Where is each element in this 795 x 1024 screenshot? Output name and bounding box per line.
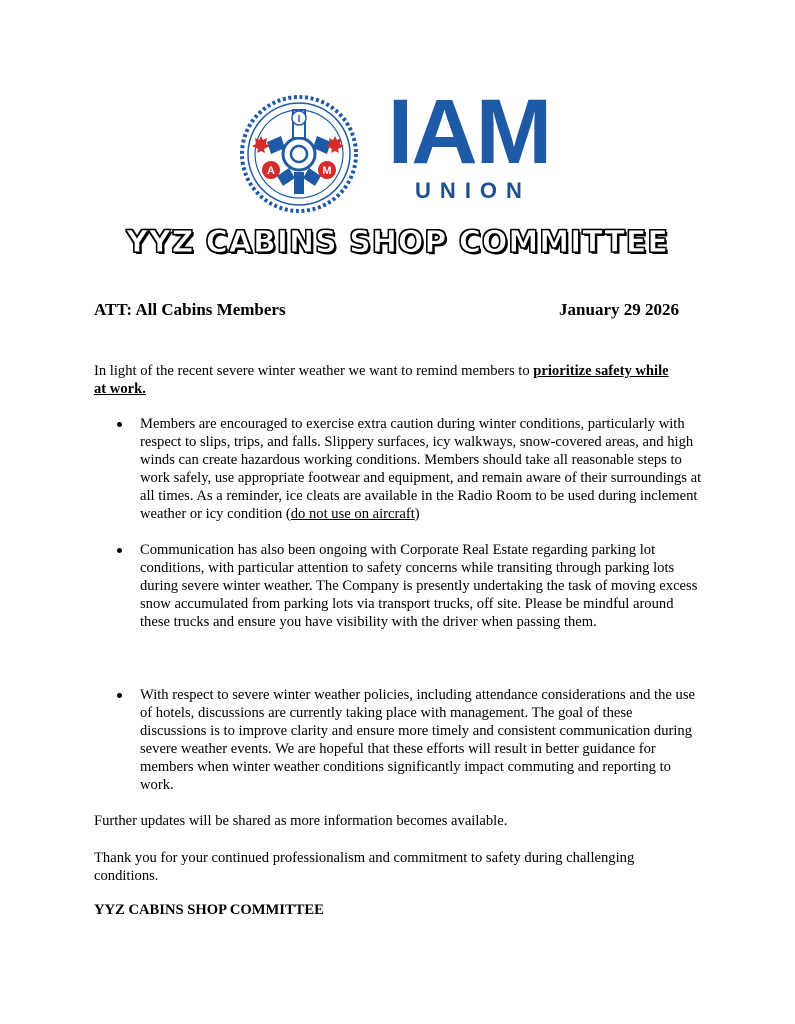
- bullet-1-close: ): [414, 506, 420, 522]
- iam-union-logo: [237, 81, 567, 216]
- bullet-1-underlined: do not use on aircraft: [290, 506, 415, 522]
- signoff: YYZ CABINS SHOP COMMITTEE: [94, 902, 324, 918]
- seal-letter-m: M: [322, 165, 332, 177]
- bullet-parking-lot: Communication has also been ongoing with Corporate Real Estate regarding parking lot conditions, with particular attention to safety concerns while transiting through parking lots during severe winter weather. The Company is presently undertaking the task of moving excess snow accumulated from parking lots via transport trucks, off site. Please be mindful around these trucks and ensure you have visibility with the driver when passing them.: [140, 541, 702, 631]
- brand-subtitle: UNION: [415, 178, 531, 203]
- bullet-1-text: Members are encouraged to exercise extra caution during winter conditions, particularly with respect to slips, trips, and falls. Slippery surfaces, icy walkways, snow-covered areas, and high winds can create hazardous working conditions. Members should take all reasonable steps to work safely, use appropriate footwear and equipment, and remain aware of their surroundings at all times. As a reminder, ice cleats are available in the Radio Room to be used during inclement weather or icy condition (: [140, 416, 702, 522]
- bullet-winter-caution: [140, 415, 702, 523]
- memo-date: January 29 2026: [559, 300, 679, 319]
- intro-emphasis: prioritize safety while at work.: [94, 363, 669, 397]
- seal-letter-a: A: [267, 165, 275, 177]
- thanks-paragraph: Thank you for your continued professionalism and commitment to safety during challenging conditions.: [94, 850, 635, 884]
- iam-wordmark: [379, 81, 559, 212]
- intro-text: In light of the recent severe winter weather we want to remind members to: [94, 363, 534, 379]
- seal-letter-i: I: [297, 114, 301, 125]
- iam-seal-emblem: [237, 92, 361, 216]
- committee-title-text: YYZ CABINS SHOP COMMITTEE: [126, 225, 669, 260]
- attention-line: ATT: All Cabins Members: [94, 300, 286, 319]
- brand-name: IAM: [387, 81, 551, 183]
- updates-paragraph: Further updates will be shared as more information becomes available.: [94, 813, 508, 829]
- committee-title: [0, 225, 795, 260]
- intro-paragraph: [94, 362, 684, 398]
- bullet-weather-policies: With respect to severe winter weather policies, including attendance considerations and the use of hotels, discussions are currently taking place with management. The goal of these discussions is to improve clarity and ensure more timely and consistent communication during severe weather events. We are hopeful that these efforts will result in better guidance for members when winter weather conditions significantly impact commuting and reporting to work.: [140, 686, 702, 794]
